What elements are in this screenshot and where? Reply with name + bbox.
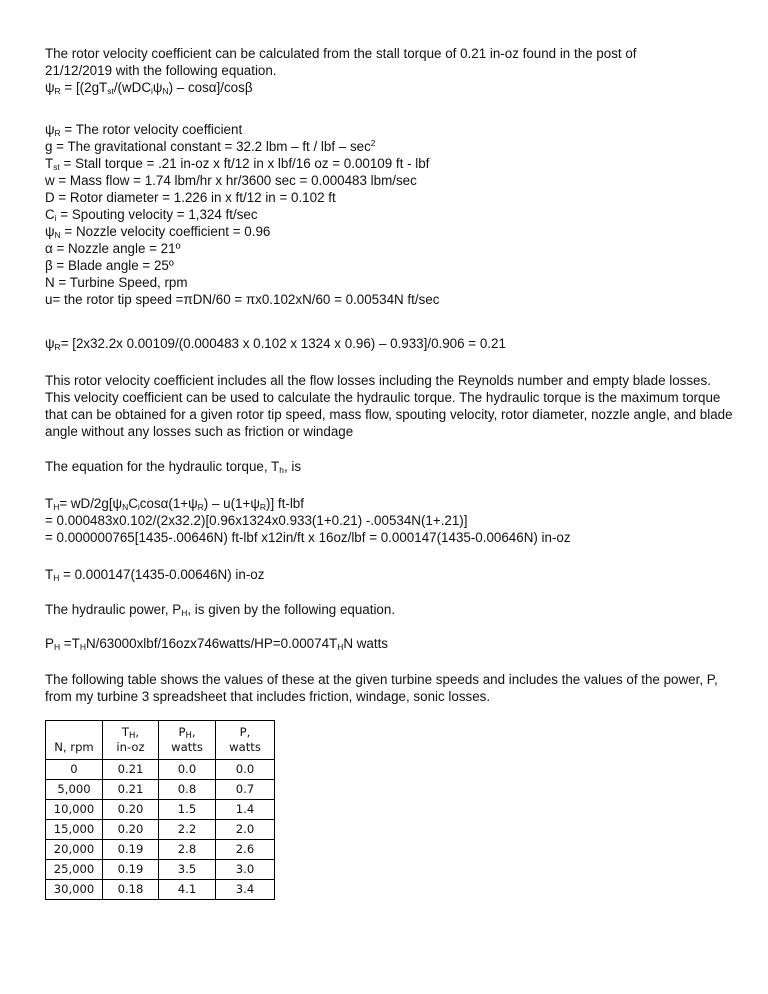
table-row: 25,000 0.19 3.5 3.0 xyxy=(46,860,275,880)
definition-item: w = Mass flow = 1.74 lbm/hr x hr/3600 sec = 0.000483 lbm/sec xyxy=(45,173,417,188)
intro-line-2: 21/12/2019 with the following equation. xyxy=(45,63,277,78)
torque-equation-line-2: = 0.000483x0.102/(2x32.2)[0.96x1324x0.933(1+0.21) -.00534N(1+.21)] xyxy=(45,513,468,528)
definition-item: D = Rotor diameter = 1.226 in x ft/12 in = 0.102 ft xyxy=(45,190,336,205)
definition-item: $C_i$ = Spouting velocity = 1,324 ft/sec xyxy=(45,207,258,223)
table-row: 5,000 0.21 0.8 0.7 xyxy=(46,780,275,800)
paragraph-table-intro: The following table shows the values of these at the given turbine speeds and includes the values of the power, P, from my turbine 3 spreadsheet that includes friction, windage, sonic losses. xyxy=(45,672,718,704)
header-speed: N, rpm xyxy=(46,721,103,760)
psi-r-calculation: $\psi_R= [2x32.2x$ 0.00109/(0.000483 x 0.102 x 1324 x 0.96) – 0.933]/0.906 = 0.21 xyxy=(45,336,506,352)
definition-item: α = Nozzle angle = 21º xyxy=(45,241,181,256)
definition-item: g = The gravitational constant = 32.2 lbm – ft / lbf – $\sec^2$ xyxy=(45,138,376,154)
intro-line-1: The rotor velocity coefficient can be calculated from the stall torque of 0.21 in-oz found in the post of xyxy=(45,46,637,61)
definition-item: $T_{st}$ = Stall torque = .21 in-oz x ft/12 in x lbf/16 oz = 0.00109 ft - lbf xyxy=(45,156,430,172)
table-row: 15,000 0.20 2.2 2.0 xyxy=(46,820,275,840)
definitions-list xyxy=(45,121,725,308)
results-table xyxy=(45,720,275,900)
header-power: P, watts xyxy=(216,721,275,760)
definition-item: u= the rotor tip speed =πDN/60 = πx0.102xN/60 = 0.00534N ft/sec xyxy=(45,292,440,307)
definition-item: $\psi_R$ = The rotor velocity coefficient xyxy=(45,122,243,138)
torque-equation-line-3: = 0.000000765[1435-.00646N) ft-lbf x12in/ft x 16oz/lbf = 0.000147(1435-0.00646N) in-oz xyxy=(45,530,571,545)
paragraph-velocity-coefficient: This rotor velocity coefficient includes all the flow losses including the Reynolds number and empty blade losses. This velocity coefficient can be used to calculate the hydraulic torque. The hydraulic torque is the maximum torque that can be obtained for a given rotor tip speed, mass flow, spouting velocity, rotor diameter, nozzle angle, and blade angle without any losses such as friction or windage xyxy=(45,373,733,439)
table-header-row xyxy=(46,721,275,760)
header-hydraulic-power: $P_H$, watts xyxy=(159,721,216,760)
table-row: 0 0.21 0.0 0.0 xyxy=(46,760,275,780)
table-row: 20,000 0.19 2.8 2.6 xyxy=(46,840,275,860)
definition-item: $\psi_N$ = Nozzle velocity coefficient = 0.96 xyxy=(45,224,271,240)
table-row: 30,000 0.18 4.1 3.4 xyxy=(46,880,275,900)
torque-equation xyxy=(45,495,725,546)
torque-equation-line-1: $T_H= wD/2g[\psi_NC_i\cos\alpha(1+\psi_R) - u(1+\psi_R)]$ ft-lbf xyxy=(45,496,304,512)
torque-intro: The equation for the hydraulic torque, $T_h$, is xyxy=(45,459,302,475)
definition-item: β = Blade angle = 25º xyxy=(45,258,174,273)
power-equation: $P_H$ $=T_HN/63000xlbf/16ozx746watts/HP=0.00074T_HN$ watts xyxy=(45,636,388,652)
power-intro: The hydraulic power, $P_H$, is given by the following equation. xyxy=(45,602,396,618)
header-hydraulic-torque: $T_H$, in-oz xyxy=(103,721,159,760)
definition-item: N = Turbine Speed, rpm xyxy=(45,275,188,290)
table-row: 10,000 0.20 1.5 1.4 xyxy=(46,800,275,820)
torque-result: $T_H = 0.000147(1435-0.00646N)$ in-oz xyxy=(45,567,265,583)
psi-r-equation: $\psi_R = [(2gT_{st}/(wDC_i\psi_N) - \cos\alpha]/\cos\beta$ xyxy=(45,80,253,96)
intro-section xyxy=(45,45,725,96)
